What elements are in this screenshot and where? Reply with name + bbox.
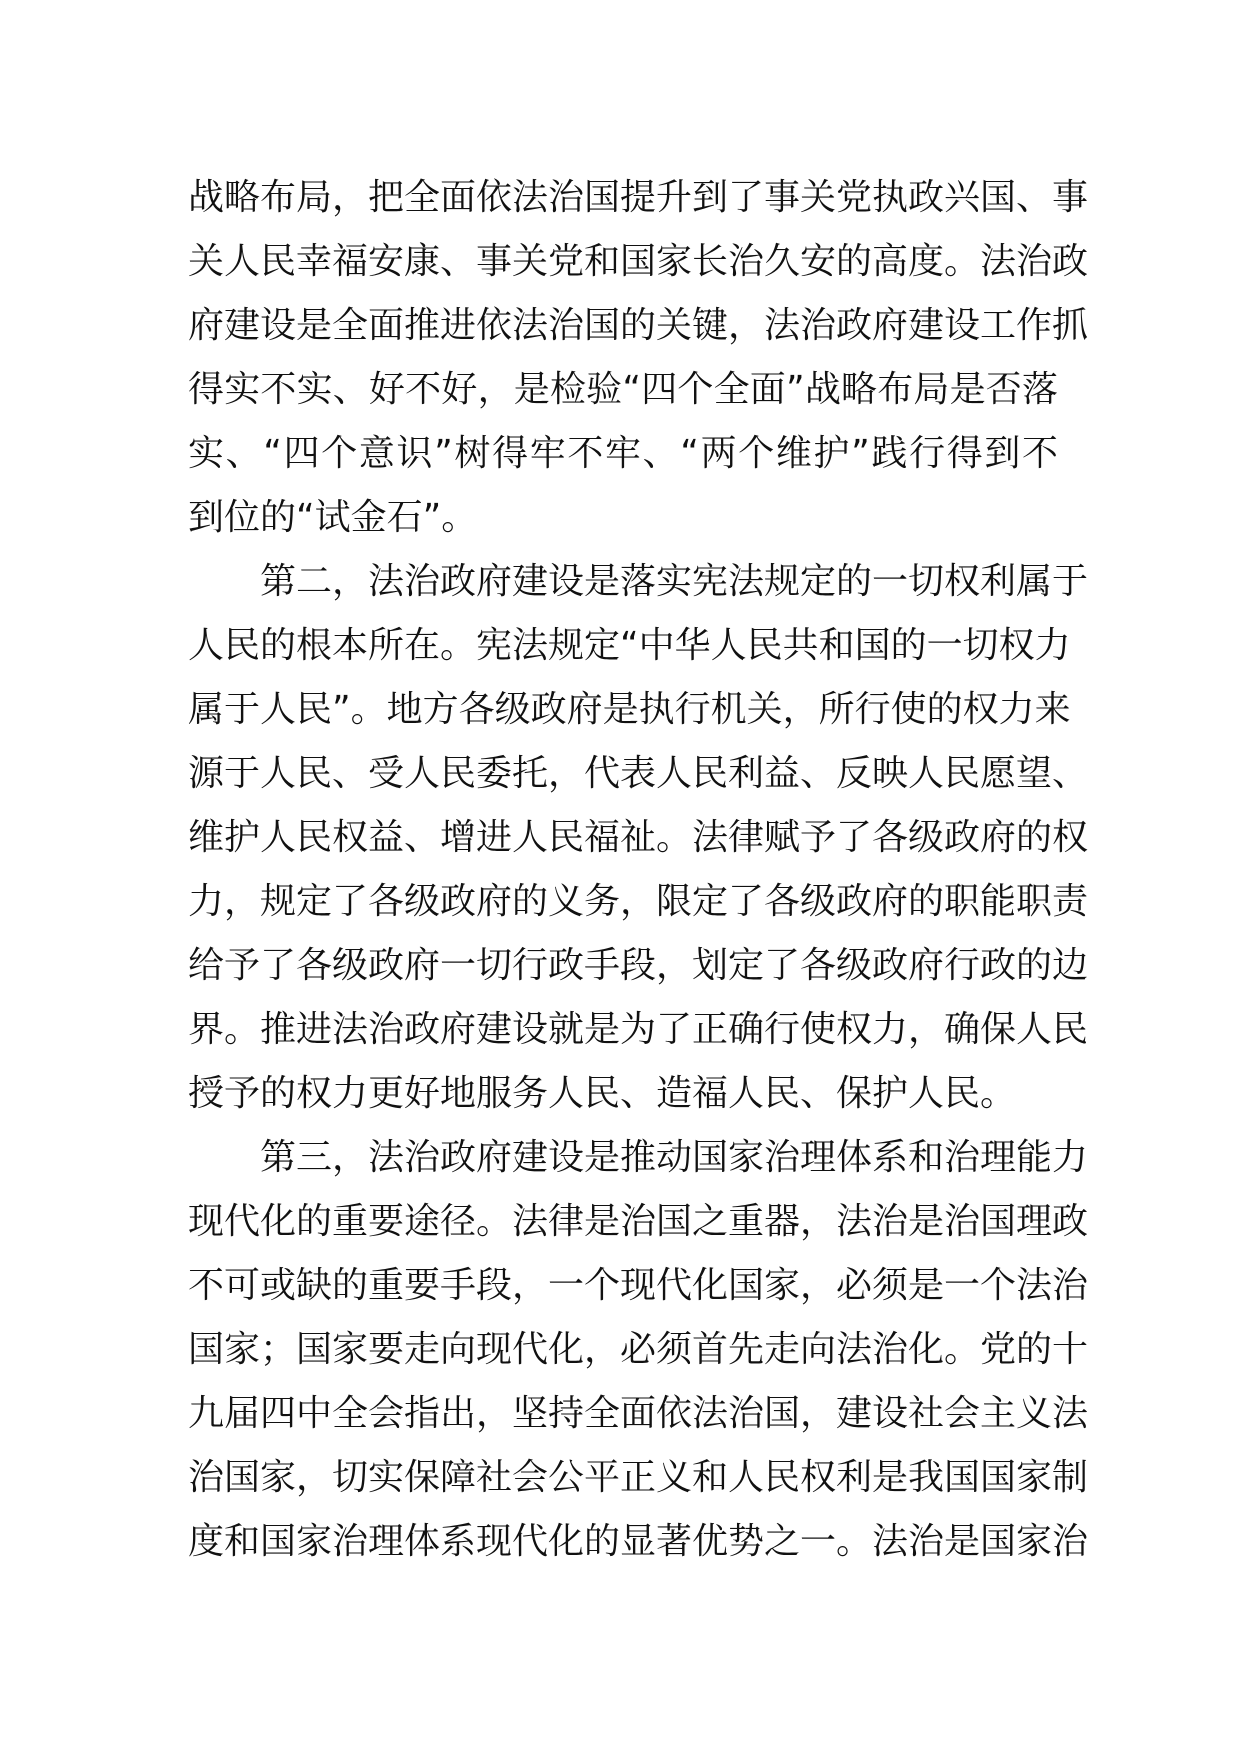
text-line: 实、“四个意识”树得牢不牢、“两个维护”践行得到不 [188, 433, 1058, 474]
text-line: 国家；国家要走向现代化，必须首先走向法治化。党的十 [188, 1329, 1089, 1370]
text-line: 界。推进法治政府建设就是为了正确行使权力，确保人民 [188, 1009, 1089, 1050]
text-line: 给予了各级政府一切行政手段，划定了各级政府行政的边 [188, 945, 1089, 986]
text-line: 战略布局，把全面依法治国提升到了事关党执政兴国、事 [188, 177, 1089, 218]
text-line: 属于人民”。地方各级政府是执行机关，所行使的权力来 [188, 689, 1071, 730]
text-line: 不可或缺的重要手段，一个现代化国家，必须是一个法治 [188, 1265, 1089, 1306]
text-line: 授予的权力更好地服务人民、造福人民、保护人民。 [188, 1073, 1017, 1114]
paragraph-1 [188, 166, 1089, 550]
text-line: 九届四中全会指出，坚持全面依法治国，建设社会主义法 [188, 1393, 1089, 1434]
text-line: 到位的“试金石”。 [188, 497, 478, 538]
text-line: 府建设是全面推进依法治国的关键，法治政府建设工作抓 [188, 305, 1089, 346]
text-line: 得实不实、好不好，是检验“四个全面”战略布局是否落 [188, 369, 1058, 410]
paragraph-3 [188, 1126, 1089, 1574]
text-line: 现代化的重要途径。法律是治国之重器，法治是治国理政 [188, 1201, 1089, 1242]
text-line: 第三，法治政府建设是推动国家治理体系和治理能力 [260, 1137, 1089, 1178]
document-body [188, 166, 1089, 1574]
text-line: 治国家，切实保障社会公平正义和人民权利是我国国家制 [188, 1457, 1089, 1498]
text-line: 力，规定了各级政府的义务，限定了各级政府的职能职责 [188, 881, 1089, 922]
text-line: 源于人民、受人民委托，代表人民利益、反映人民愿望、 [188, 753, 1089, 794]
text-line: 第二，法治政府建设是落实宪法规定的一切权利属于 [260, 561, 1089, 602]
text-line: 人民的根本所在。宪法规定“中华人民共和国的一切权力 [188, 625, 1071, 666]
text-line: 度和国家治理体系现代化的显著优势之一。法治是国家治 [188, 1521, 1089, 1562]
paragraph-2 [188, 550, 1089, 1126]
text-line: 维护人民权益、增进人民福祉。法律赋予了各级政府的权 [188, 817, 1089, 858]
text-line: 关人民幸福安康、事关党和国家长治久安的高度。法治政 [188, 241, 1089, 282]
